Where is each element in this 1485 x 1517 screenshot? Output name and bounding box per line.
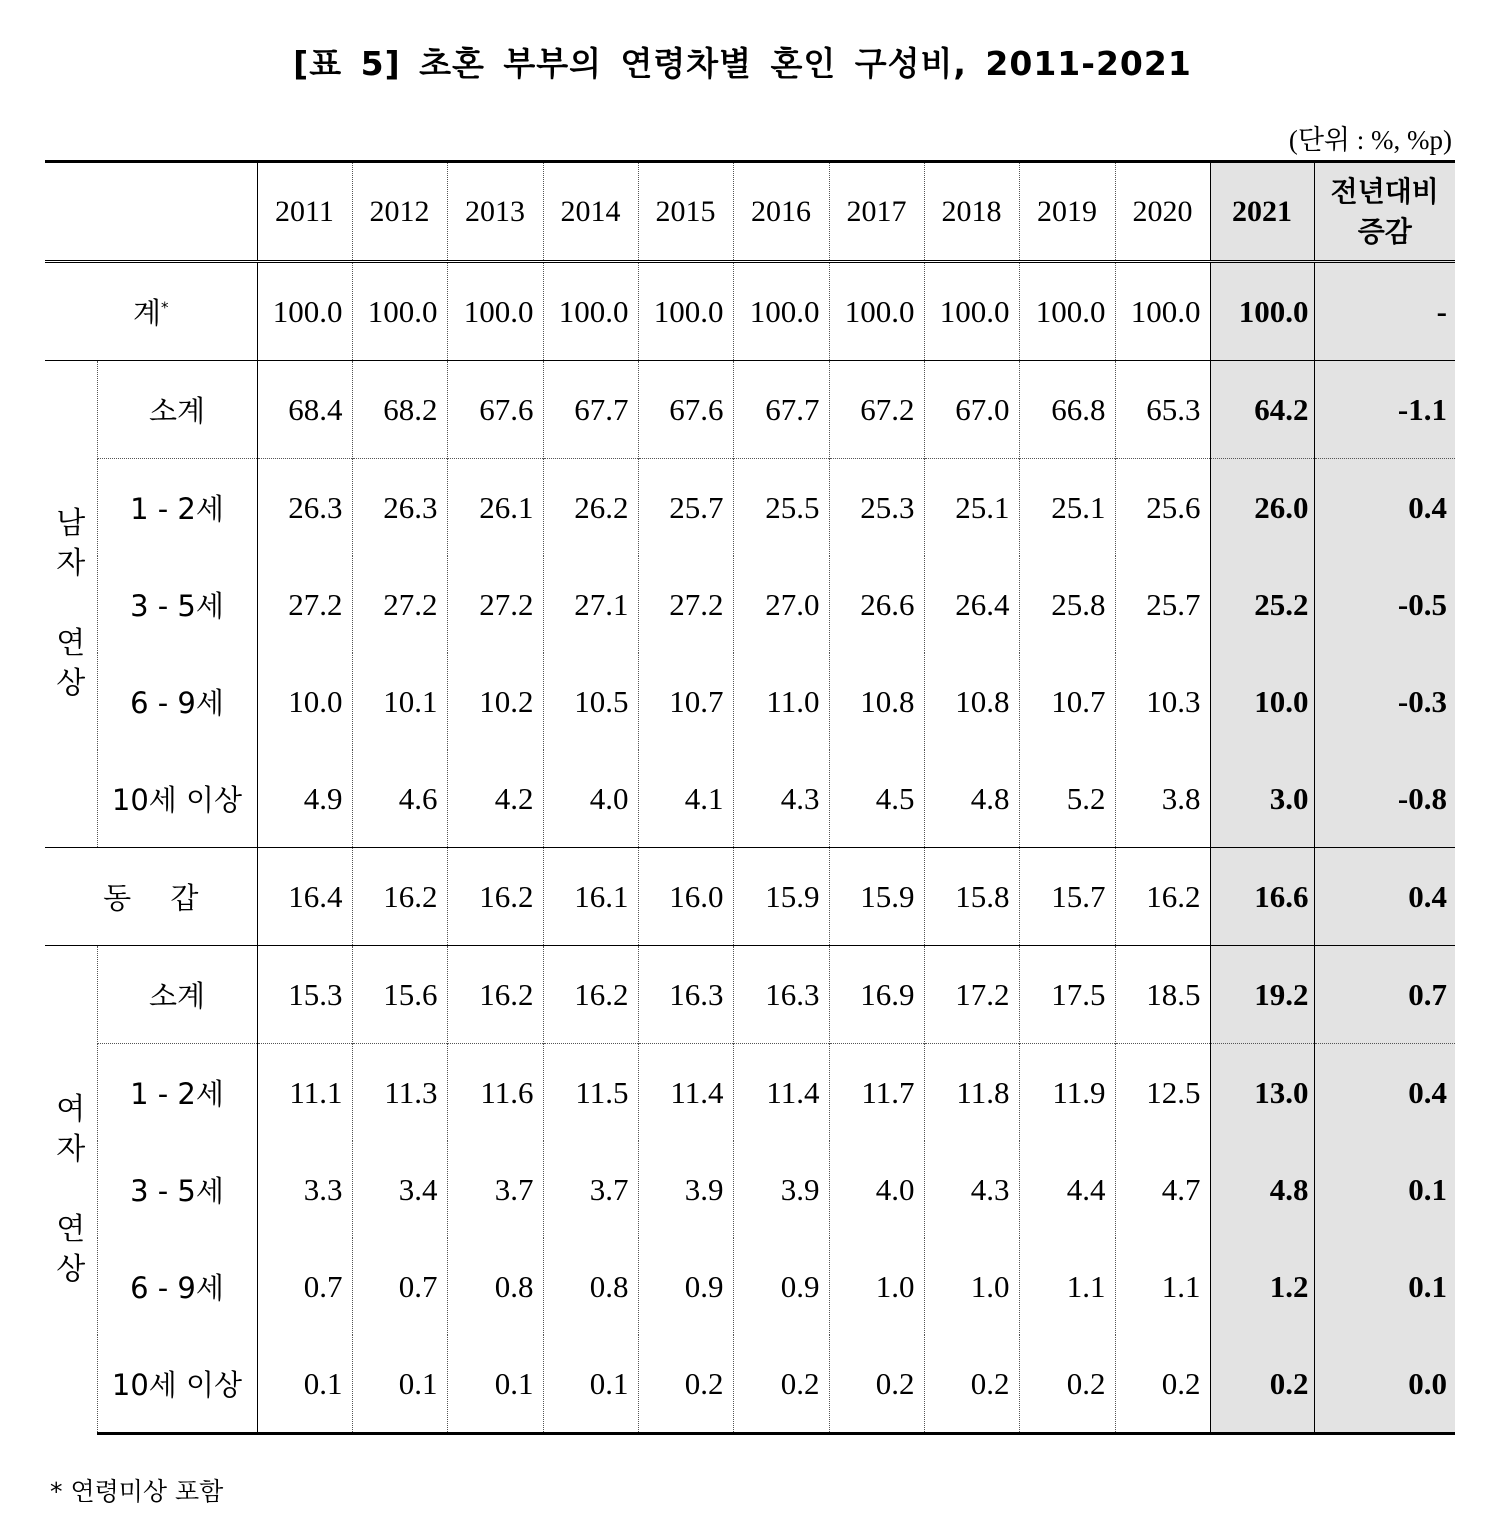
value-cell: 0.1 <box>352 1335 447 1434</box>
value-cell: 10.0 <box>257 653 352 750</box>
value-cell: 3.3 <box>257 1141 352 1238</box>
value-cell: 0.8 <box>447 1238 543 1335</box>
value-cell: 4.2 <box>447 750 543 848</box>
male-older-group-label <box>45 361 97 848</box>
value-cell: 0.2 <box>638 1335 733 1434</box>
value-cell: 16.0 <box>638 848 733 946</box>
table-row <box>45 653 1455 750</box>
group-label-char: 여 <box>56 1091 86 1127</box>
value-cell: 67.6 <box>638 361 733 459</box>
value-cell: 10.2 <box>447 653 543 750</box>
current-value-cell: 19.2 <box>1210 946 1314 1044</box>
marriage-age-table <box>45 160 1455 1435</box>
same-age-label: 동 갑 <box>45 848 257 946</box>
unit-note: (단위 : %, %p) <box>1288 125 1452 155</box>
value-cell: 11.7 <box>829 1044 924 1142</box>
value-cell: 16.1 <box>543 848 638 946</box>
change-cell: 0.4 <box>1314 848 1455 946</box>
value-cell: 100.0 <box>543 262 638 361</box>
value-cell: 25.7 <box>1115 556 1210 653</box>
group-label-char: 연 <box>56 1211 86 1247</box>
table-row <box>45 750 1455 848</box>
value-cell: 15.8 <box>924 848 1019 946</box>
year-header: 2020 <box>1115 162 1210 262</box>
value-cell: 25.1 <box>1019 459 1115 557</box>
value-cell: 26.6 <box>829 556 924 653</box>
value-cell: 15.9 <box>829 848 924 946</box>
value-cell: 0.7 <box>257 1238 352 1335</box>
year-header: 2014 <box>543 162 638 262</box>
table-row <box>45 848 1455 946</box>
value-cell: 27.2 <box>257 556 352 653</box>
value-cell: 16.2 <box>447 946 543 1044</box>
value-cell: 0.1 <box>257 1335 352 1434</box>
value-cell: 26.3 <box>352 459 447 557</box>
group-label-char: 자 <box>56 546 86 581</box>
value-cell: 0.9 <box>733 1238 829 1335</box>
value-cell: 11.4 <box>733 1044 829 1142</box>
value-cell: 25.6 <box>1115 459 1210 557</box>
value-cell: 11.4 <box>638 1044 733 1142</box>
change-cell: 0.1 <box>1314 1141 1455 1238</box>
year-header: 2019 <box>1019 162 1115 262</box>
row-label: 3 - 5세 <box>97 556 257 653</box>
value-cell: 25.3 <box>829 459 924 557</box>
table-row <box>45 1335 1455 1434</box>
value-cell: 0.2 <box>924 1335 1019 1434</box>
value-cell: 10.7 <box>1019 653 1115 750</box>
value-cell: 25.5 <box>733 459 829 557</box>
value-cell: 16.4 <box>257 848 352 946</box>
value-cell: 25.8 <box>1019 556 1115 653</box>
value-cell: 16.9 <box>829 946 924 1044</box>
value-cell: 11.0 <box>733 653 829 750</box>
row-label: 6 - 9세 <box>97 653 257 750</box>
value-cell: 3.9 <box>638 1141 733 1238</box>
value-cell: 27.2 <box>447 556 543 653</box>
value-cell: 10.3 <box>1115 653 1210 750</box>
row-label: 3 - 5세 <box>97 1141 257 1238</box>
value-cell: 0.2 <box>1019 1335 1115 1434</box>
value-cell: 26.1 <box>447 459 543 557</box>
value-cell: 11.6 <box>447 1044 543 1142</box>
row-label: 1 - 2세 <box>97 1044 257 1142</box>
value-cell: 4.0 <box>543 750 638 848</box>
value-cell: 100.0 <box>829 262 924 361</box>
group-label-char: 연 <box>56 626 86 661</box>
change-cell: 0.1 <box>1314 1238 1455 1335</box>
value-cell: 27.0 <box>733 556 829 653</box>
value-cell: 0.7 <box>352 1238 447 1335</box>
value-cell: 1.0 <box>829 1238 924 1335</box>
current-value-cell: 3.0 <box>1210 750 1314 848</box>
value-cell: 5.2 <box>1019 750 1115 848</box>
current-value-cell: 0.2 <box>1210 1335 1314 1434</box>
row-label: 10세 이상 <box>97 750 257 848</box>
table-row <box>45 946 1455 1044</box>
value-cell: 11.9 <box>1019 1044 1115 1142</box>
current-value-cell: 26.0 <box>1210 459 1314 557</box>
value-cell: 100.0 <box>1115 262 1210 361</box>
value-cell: 67.6 <box>447 361 543 459</box>
group-label-char: 남 <box>56 506 86 541</box>
value-cell: 0.9 <box>638 1238 733 1335</box>
row-label: 1 - 2세 <box>97 459 257 557</box>
value-cell: 0.1 <box>447 1335 543 1434</box>
value-cell: 11.3 <box>352 1044 447 1142</box>
value-cell: 10.7 <box>638 653 733 750</box>
value-cell: 100.0 <box>638 262 733 361</box>
value-cell: 16.2 <box>1115 848 1210 946</box>
value-cell: 100.0 <box>257 262 352 361</box>
value-cell: 67.2 <box>829 361 924 459</box>
change-cell: - <box>1314 262 1455 361</box>
change-header <box>1314 162 1455 262</box>
value-cell: 25.7 <box>638 459 733 557</box>
value-cell: 10.1 <box>352 653 447 750</box>
year-header: 2016 <box>733 162 829 262</box>
year-header: 2013 <box>447 162 543 262</box>
value-cell: 3.7 <box>543 1141 638 1238</box>
change-cell: 0.7 <box>1314 946 1455 1044</box>
value-cell: 10.5 <box>543 653 638 750</box>
row-label: 소계 <box>97 946 257 1044</box>
value-cell: 100.0 <box>447 262 543 361</box>
value-cell: 11.8 <box>924 1044 1019 1142</box>
value-cell: 4.3 <box>924 1141 1019 1238</box>
current-value-cell: 1.2 <box>1210 1238 1314 1335</box>
value-cell: 27.2 <box>352 556 447 653</box>
value-cell: 100.0 <box>733 262 829 361</box>
current-value-cell: 4.8 <box>1210 1141 1314 1238</box>
change-cell: -0.5 <box>1314 556 1455 653</box>
header-corner <box>45 162 257 262</box>
year-header: 2018 <box>924 162 1019 262</box>
table-title: [표 5] 초혼 부부의 연령차별 혼인 구성비, 2011-2021 <box>293 44 1192 83</box>
value-cell: 4.6 <box>352 750 447 848</box>
value-cell: 4.4 <box>1019 1141 1115 1238</box>
value-cell: 0.2 <box>733 1335 829 1434</box>
year-header: 2015 <box>638 162 733 262</box>
value-cell: 26.4 <box>924 556 1019 653</box>
value-cell: 3.7 <box>447 1141 543 1238</box>
year-header: 2017 <box>829 162 924 262</box>
year-header: 2012 <box>352 162 447 262</box>
value-cell: 4.0 <box>829 1141 924 1238</box>
table-row <box>45 556 1455 653</box>
group-label-char: 상 <box>56 1251 86 1287</box>
value-cell: 11.1 <box>257 1044 352 1142</box>
footnote-marker: * <box>161 298 169 317</box>
value-cell: 10.8 <box>829 653 924 750</box>
value-cell: 15.7 <box>1019 848 1115 946</box>
total-label <box>45 262 257 361</box>
change-header-line1: 전년대비 <box>1330 174 1439 208</box>
table-row <box>45 459 1455 557</box>
year-header: 2011 <box>257 162 352 262</box>
value-cell: 17.2 <box>924 946 1019 1044</box>
value-cell: 15.3 <box>257 946 352 1044</box>
current-value-cell: 13.0 <box>1210 1044 1314 1142</box>
value-cell: 4.8 <box>924 750 1019 848</box>
value-cell: 67.7 <box>543 361 638 459</box>
table-row <box>45 262 1455 361</box>
group-label-char: 자 <box>56 1131 86 1167</box>
value-cell: 66.8 <box>1019 361 1115 459</box>
current-value-cell: 16.6 <box>1210 848 1314 946</box>
value-cell: 16.3 <box>733 946 829 1044</box>
value-cell: 1.1 <box>1115 1238 1210 1335</box>
current-value-cell: 64.2 <box>1210 361 1314 459</box>
value-cell: 0.2 <box>829 1335 924 1434</box>
change-cell: 0.4 <box>1314 459 1455 557</box>
value-cell: 17.5 <box>1019 946 1115 1044</box>
value-cell: 0.2 <box>1115 1335 1210 1434</box>
change-cell: -1.1 <box>1314 361 1455 459</box>
current-year-header: 2021 <box>1210 162 1314 262</box>
value-cell: 1.0 <box>924 1238 1019 1335</box>
value-cell: 68.2 <box>352 361 447 459</box>
value-cell: 0.8 <box>543 1238 638 1335</box>
group-label-char: 상 <box>56 666 86 701</box>
value-cell: 100.0 <box>924 262 1019 361</box>
value-cell: 0.1 <box>543 1335 638 1434</box>
value-cell: 15.6 <box>352 946 447 1044</box>
table-row <box>45 1044 1455 1142</box>
table-row <box>45 1238 1455 1335</box>
value-cell: 16.2 <box>352 848 447 946</box>
value-cell: 25.1 <box>924 459 1019 557</box>
table-row <box>45 361 1455 459</box>
table-row <box>45 1141 1455 1238</box>
value-cell: 16.2 <box>543 946 638 1044</box>
value-cell: 4.7 <box>1115 1141 1210 1238</box>
value-cell: 15.9 <box>733 848 829 946</box>
value-cell: 27.2 <box>638 556 733 653</box>
value-cell: 4.5 <box>829 750 924 848</box>
value-cell: 11.5 <box>543 1044 638 1142</box>
value-cell: 12.5 <box>1115 1044 1210 1142</box>
row-label: 6 - 9세 <box>97 1238 257 1335</box>
change-header-line2: 증감 <box>1357 214 1412 248</box>
current-value-cell: 25.2 <box>1210 556 1314 653</box>
value-cell: 3.8 <box>1115 750 1210 848</box>
current-value-cell: 10.0 <box>1210 653 1314 750</box>
value-cell: 68.4 <box>257 361 352 459</box>
value-cell: 3.4 <box>352 1141 447 1238</box>
value-cell: 100.0 <box>352 262 447 361</box>
value-cell: 65.3 <box>1115 361 1210 459</box>
change-cell: -0.8 <box>1314 750 1455 848</box>
value-cell: 26.2 <box>543 459 638 557</box>
value-cell: 27.1 <box>543 556 638 653</box>
value-cell: 10.8 <box>924 653 1019 750</box>
value-cell: 4.3 <box>733 750 829 848</box>
value-cell: 16.3 <box>638 946 733 1044</box>
change-cell: 0.4 <box>1314 1044 1455 1142</box>
value-cell: 4.9 <box>257 750 352 848</box>
change-cell: 0.0 <box>1314 1335 1455 1434</box>
current-value-cell: 100.0 <box>1210 262 1314 361</box>
footnote: * 연령미상 포함 <box>50 1477 224 1506</box>
header-row <box>45 162 1455 262</box>
value-cell: 4.1 <box>638 750 733 848</box>
value-cell: 1.1 <box>1019 1238 1115 1335</box>
row-label: 소계 <box>97 361 257 459</box>
row-label: 10세 이상 <box>97 1335 257 1434</box>
change-cell: -0.3 <box>1314 653 1455 750</box>
value-cell: 67.7 <box>733 361 829 459</box>
value-cell: 67.0 <box>924 361 1019 459</box>
value-cell: 100.0 <box>1019 262 1115 361</box>
value-cell: 18.5 <box>1115 946 1210 1044</box>
value-cell: 16.2 <box>447 848 543 946</box>
value-cell: 3.9 <box>733 1141 829 1238</box>
value-cell: 26.3 <box>257 459 352 557</box>
female-older-group-label <box>45 946 97 1434</box>
total-label-text: 계 <box>132 296 161 330</box>
